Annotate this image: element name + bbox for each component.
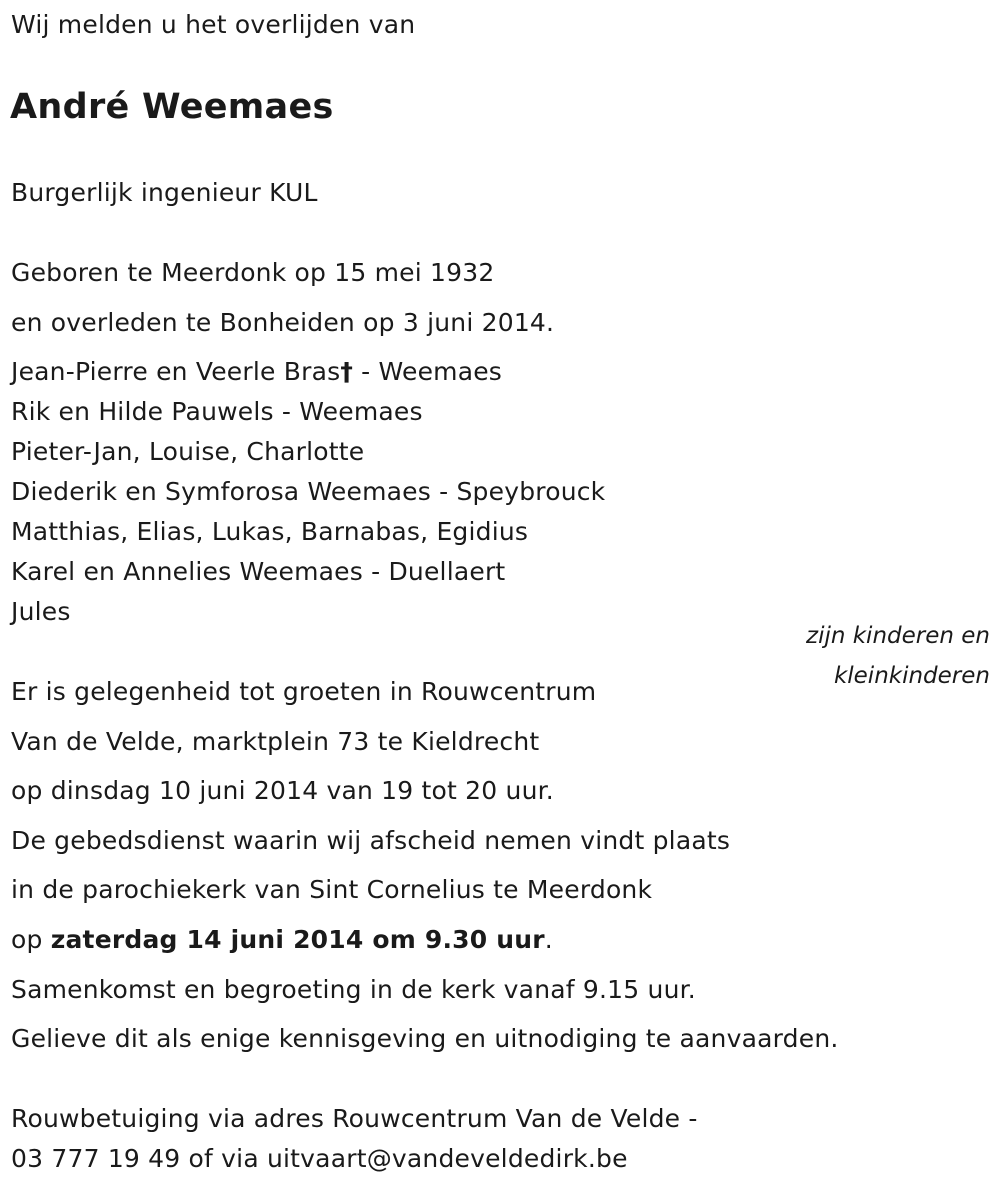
service-suffix: .: [544, 925, 553, 954]
family-name: Jean-Pierre en Veerle Bras: [11, 357, 341, 386]
family-line-1: [11, 357, 502, 387]
service-line-1: De gebedsdienst waarin wij afscheid nemen vindt plaats: [11, 826, 731, 855]
family-line-6: Karel en Annelies Weemaes - Duellaert: [11, 557, 506, 586]
condolence-line-1: Rouwbetuiging via adres Rouwcentrum Van de Velde -: [11, 1104, 698, 1133]
family-suffix: - Weemaes: [353, 357, 503, 386]
family-line-3: Pieter-Jan, Louise, Charlotte: [11, 437, 365, 466]
birth-text: Geboren te Meerdonk op 15 mei 1932: [11, 258, 495, 287]
viewing-line-2: Van de Velde, marktplein 73 te Kieldrecht: [11, 727, 540, 756]
service-line-2: in de parochiekerk van Sint Cornelius te Meerdonk: [11, 875, 653, 904]
family-caption-2: kleinkinderen: [833, 663, 990, 689]
viewing-line-1: Er is gelegenheid tot groeten in Rouwcentrum: [11, 677, 597, 706]
family-line-4: Diederik en Symforosa Weemaes - Speybrouck: [11, 477, 606, 506]
intro-text: Wij melden u het overlijden van: [11, 10, 416, 39]
family-line-7: Jules: [11, 597, 71, 626]
service-prefix: op: [11, 925, 51, 954]
viewing-line-3: op dinsdag 10 juni 2014 van 19 tot 20 uur.: [11, 776, 554, 805]
family-line-2: Rik en Hilde Pauwels - Weemaes: [11, 397, 423, 426]
death-text: en overleden te Bonheiden op 3 juni 2014.: [11, 308, 555, 337]
service-line-4: Samenkomst en begroeting in de kerk vanaf 9.15 uur.: [11, 975, 696, 1004]
family-caption-1: zijn kinderen en: [806, 623, 990, 649]
service-datetime: zaterdag 14 juni 2014 om 9.30 uur: [50, 925, 545, 954]
family-line-5: Matthias, Elias, Lukas, Barnabas, Egidius: [11, 517, 529, 546]
service-line-3: [11, 925, 553, 955]
cross-icon: †: [340, 357, 354, 386]
profession-text: Burgerlijk ingenieur KUL: [11, 178, 318, 207]
condolence-line-2: 03 777 19 49 of via uitvaart@vandeveldedirk.be: [11, 1144, 628, 1173]
deceased-name: André Weemaes: [10, 87, 334, 127]
service-line-5: Gelieve dit als enige kennisgeving en uitnodiging te aanvaarden.: [11, 1024, 839, 1053]
